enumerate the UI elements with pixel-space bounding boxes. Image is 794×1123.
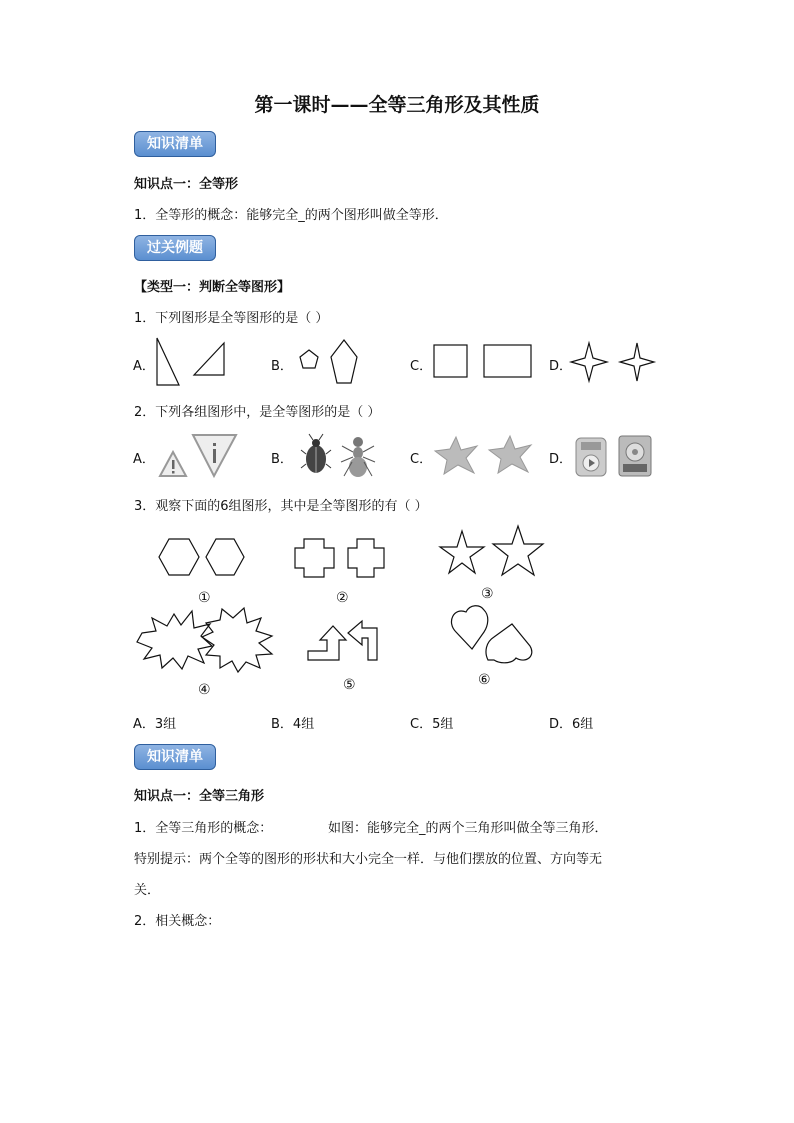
type-heading: 【类型一：判断全等图形】 — [134, 280, 291, 295]
q2-option-b-label: B． — [271, 452, 293, 467]
starfish-left-shape — [435, 437, 477, 474]
hexagon-right-shape — [206, 539, 244, 575]
q3-label-1: ① — [198, 590, 211, 606]
q3-label-5: ⑤ — [343, 677, 356, 693]
q2-option-d-figure — [572, 432, 657, 480]
question-3-stem: 3．观察下面的6组图形，其中是全等图形的有（ ） — [134, 499, 428, 514]
star-small-shape — [440, 531, 484, 573]
q3-option-a: A．3组 — [133, 717, 177, 732]
q3-figure-4-bursts — [134, 606, 279, 676]
section-badge-examples: 过关例题 — [134, 235, 216, 261]
q3-figure-1-hexagons — [150, 530, 255, 585]
heart-left-shape — [451, 606, 487, 649]
star-4-point-right — [620, 343, 654, 381]
q3-label-4: ④ — [198, 682, 211, 698]
q1-option-c-label: C． — [410, 359, 433, 374]
question-2-stem: 2．下列各组图形中，是全等图形的是（ ） — [134, 405, 381, 420]
special-note-line-1: 特别提示：两个全等的图形的形状和大小完全一样．与他们摆放的位置、方向等无 — [134, 852, 603, 867]
q3-label-6: ⑥ — [478, 672, 491, 688]
triangle-definition-text: 如图：能够完全_的两个三角形叫做全等三角形． — [328, 821, 608, 836]
bent-arrow-right-shape — [348, 621, 377, 660]
knowledge-point-heading: 知识点一：全等形 — [134, 177, 239, 192]
tall-triangle-shape — [157, 338, 179, 385]
dvd-player-icon — [619, 436, 651, 476]
q3-figure-2-crosses — [292, 530, 392, 585]
q3-figure-6-hearts — [448, 602, 538, 667]
q1-option-b-figure — [290, 335, 370, 390]
starfish-right-shape — [489, 436, 531, 473]
square-shape — [434, 345, 467, 377]
warning-triangle-icon — [160, 452, 186, 476]
section-badge-knowledge-2: 知识清单 — [134, 744, 216, 770]
q3-label-2: ② — [336, 590, 349, 606]
heart-right-shape — [486, 624, 532, 663]
q3-option-c: C．5组 — [410, 717, 454, 732]
small-pentagon-shape — [300, 350, 318, 368]
burst-right-shape — [202, 608, 272, 672]
q1-option-a-label: A． — [133, 359, 155, 374]
bent-arrow-left-shape — [308, 626, 346, 660]
right-triangle-shape — [194, 343, 224, 375]
q1-option-a-figure — [150, 335, 240, 390]
q2-option-c-label: C． — [410, 452, 433, 467]
q3-label-3: ③ — [481, 586, 494, 602]
section-badge-knowledge: 知识清单 — [134, 131, 216, 157]
q3-option-b: B．4组 — [271, 717, 315, 732]
beetle-icon — [301, 434, 331, 473]
q2-option-a-figure — [158, 432, 243, 480]
q1-option-d-figure — [565, 335, 665, 390]
q2-option-b-figure — [300, 432, 380, 480]
page-title: 第一课时——全等三角形及其性质 — [254, 94, 540, 116]
star-large-shape — [493, 526, 543, 575]
rectangle-shape — [484, 345, 531, 377]
special-note-line-2: 关． — [134, 883, 161, 898]
q2-option-c-figure — [430, 432, 540, 480]
knowledge-point-heading-2: 知识点一：全等三角形 — [134, 789, 265, 804]
q1-option-d-label: D． — [549, 359, 573, 374]
q3-figure-3-stars — [438, 522, 548, 582]
cross-left-shape — [295, 539, 334, 577]
related-concepts-heading: 2．相关概念： — [134, 914, 221, 929]
q3-figure-5-arrows — [304, 616, 384, 666]
media-player-icon — [576, 438, 606, 476]
cross-right-shape — [348, 539, 384, 577]
hexagon-left-shape — [159, 539, 199, 575]
star-4-point-left — [571, 343, 607, 381]
definition-text: 1．全等形的概念：能够完全_的两个图形叫做全等形． — [134, 208, 448, 223]
q3-option-d: D．6组 — [549, 717, 594, 732]
triangle-definition-label: 1．全等三角形的概念： — [134, 821, 273, 836]
tall-pentagon-shape — [331, 340, 357, 383]
q2-option-d-label: D． — [549, 452, 573, 467]
q1-option-c-figure — [430, 335, 540, 390]
info-triangle-icon — [193, 435, 236, 476]
question-1-stem: 1．下列图形是全等图形的是（ ） — [134, 311, 329, 326]
ant-icon — [341, 437, 375, 477]
burst-left-shape — [137, 611, 212, 669]
q2-option-a-label: A． — [133, 452, 155, 467]
q1-option-b-label: B． — [271, 359, 293, 374]
